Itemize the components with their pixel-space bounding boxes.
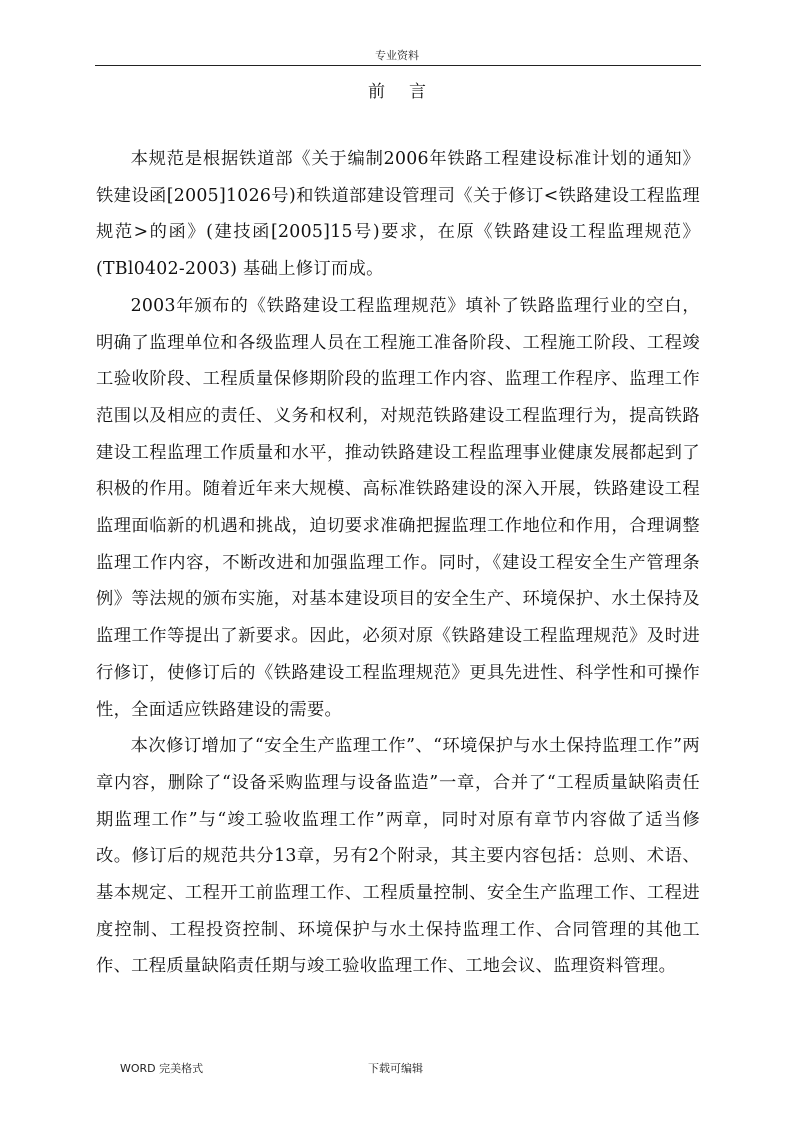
footer-format-label: WORD 完美格式 [120, 1062, 204, 1075]
document-body [96, 141, 700, 985]
paragraph: 本次修订增加了“安全生产监理工作”、“环境保护与水土保持监理工作”两章内容，删除了“设备采购监理与设备监造”一章，合并了“工程质量缺陷责任期监理工作”与“竣工验收监理工作”两章，同时对原有章节内容做了适当修改。修订后的规范共分13章，另有2个附录，其主要内容包括：总则、术语、基本规定、工程开工前监理工作、工程质量控制、安全生产监理工作、工程进度控制、工程投资控制、环境保护与水土保持监理工作、合同管理的其他工作、工程质量缺陷责任期与竣工验收监理工作、工地会议、监理资料管理。 [96, 736, 700, 977]
paragraph: 2003年颁布的《铁路建设工程监理规范》填补了铁路监理行业的空白，明确了监理单位和各级监理人员在工程施工准备阶段、工程施工阶段、工程竣工验收阶段、工程质量保修期阶段的监理工作内容、监理工作程序、监理工作范围以及相应的责任、义务和权利，对规范铁路建设工程监理行为，提高铁路建设工程监理工作质量和水平，推动铁路建设工程监理事业健康发展都起到了积极的作用。随着近年来大规模、高标准铁路建设的深入开展，铁路建设工程监理面临新的机遇和挑战，迫切要求准确把握监理工作地位和作用，合理调整监理工作内容，不断改进和加强监理工作。同时，《建设工程安全生产管理条例》等法规的颁布实施，对基本建设项目的安全生产、环境保护、水土保持及监理工作等提出了新要求。因此，必须对原《铁路建设工程监理规范》及时进行修订，使修订后的《铁路建设工程监理规范》更具先进性、科学性和可操作性，全面适应铁路建设的需要。 [96, 295, 700, 720]
footer-edit-label: 下载可编辑 [368, 1062, 423, 1075]
page-header-label: 专业资料 [375, 49, 419, 62]
header-divider [95, 65, 701, 66]
page-title: 前言 [368, 82, 450, 102]
paragraph: 本规范是根据铁道部《关于编制2006年铁路工程建设标准计划的通知》铁建设函[2005]1026号)和铁道部建设管理司《关于修订<铁路建设工程监理规范>的函》(建技函[2005]15号)要求，在原《铁路建设工程监理规范》(TBl0402-2003) 基础上修订而成。 [96, 149, 700, 280]
